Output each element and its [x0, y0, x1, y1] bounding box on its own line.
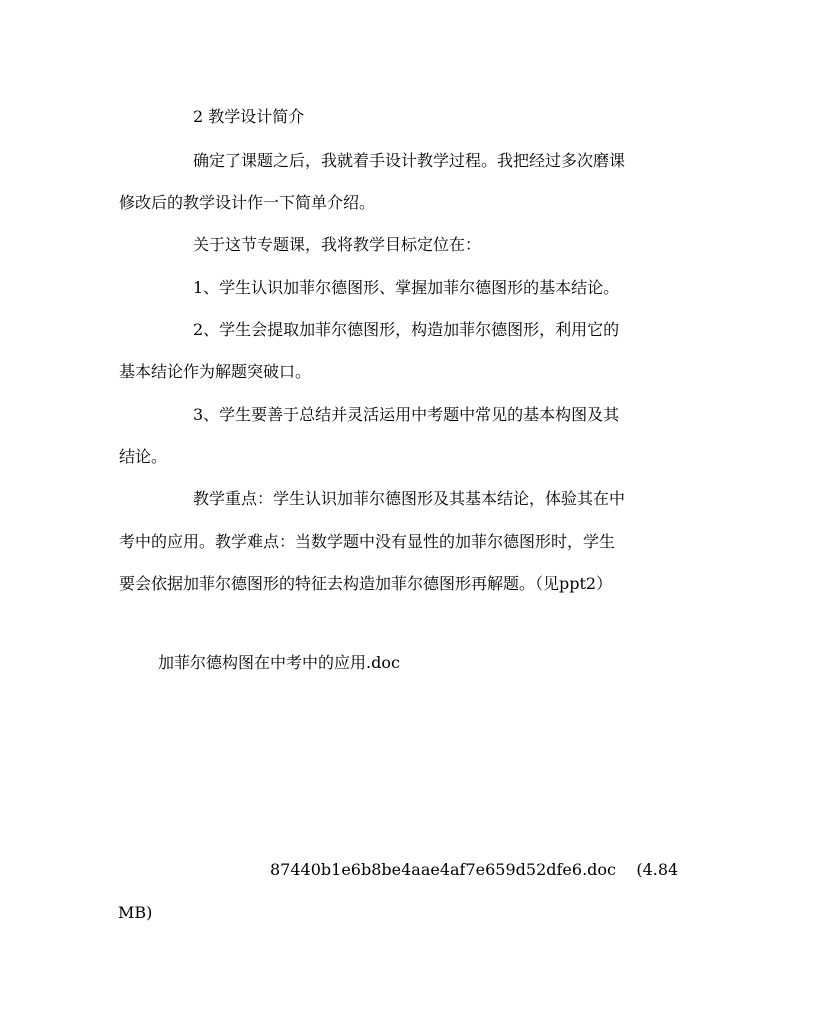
paragraph-line: 要会依据加菲尔德图形的特征去构造加菲尔德图形再解题。（见ppt2）	[119, 574, 613, 593]
section-heading: 2 教学设计简介	[193, 107, 305, 126]
attachment-title[interactable]: 加菲尔德构图在中考中的应用.doc	[158, 653, 400, 672]
objective-3: 3、学生要善于总结并灵活运用中考题中常见的基本构图及其	[193, 405, 620, 424]
key-points: 教学重点：学生认识加菲尔德图形及其基本结论，体验其在中	[193, 489, 626, 508]
attachment-file-size: MB)	[118, 903, 153, 922]
paragraph-line: 确定了课题之后，我就着手设计教学过程。我把经过多次磨课	[193, 151, 626, 170]
paragraph-line: 考中的应用。教学难点：当数学题中没有显性的加菲尔德图形时，学生	[119, 532, 616, 551]
paragraph-line: 结论。	[119, 447, 168, 466]
objective-2: 2、学生会提取加菲尔德图形，构造加菲尔德图形，利用它的	[193, 320, 620, 339]
attachment-file-link[interactable]: 87440b1e6b8be4aae4af7e659d52dfe6.doc (4.84	[270, 860, 679, 879]
paragraph-line: 关于这节专题课，我将教学目标定位在：	[193, 235, 482, 254]
paragraph-line: 基本结论作为解题突破口。	[119, 362, 312, 381]
objective-1: 1、学生认识加菲尔德图形、掌握加菲尔德图形的基本结论。	[193, 278, 620, 297]
paragraph-line: 修改后的教学设计作一下简单介绍。	[119, 193, 376, 212]
